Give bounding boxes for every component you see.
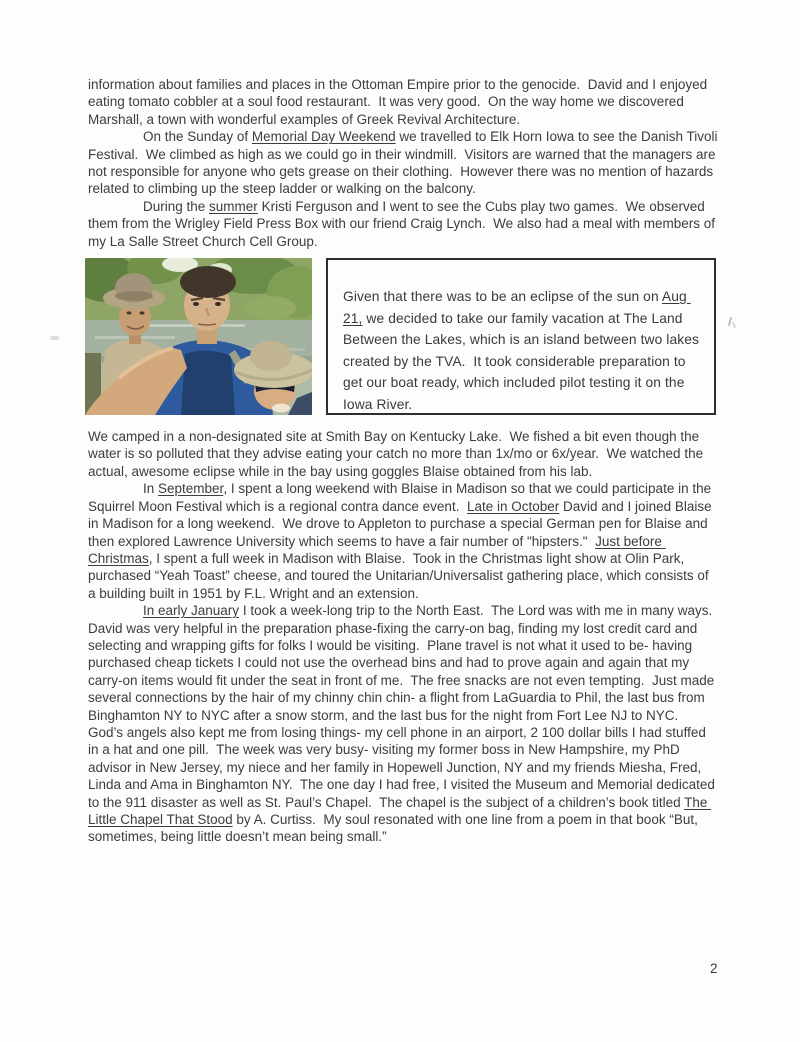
dark-hair xyxy=(180,266,236,298)
figure-row xyxy=(85,258,719,415)
paragraph-ottoman-continuation: information about families and places in the Ottoman Empire prior to the genocide. David and I enjoyed eating tomato cobbler at a soul food restaurant. It was very good. On the way home we discovered Marshall, a town with wonderful examples of Greek Revival Architecture. xyxy=(88,77,711,127)
eclipse-callout-text: Given that there was to be an eclipse of the sun on Aug 21, we decided to take our family vacation at The Land Between the Lakes, which is an island between two lakes created by the TVA. It took considerable preparation to get our boat ready, which included pilot testing it on the Iowa River. xyxy=(343,289,703,413)
eclipse-callout-box xyxy=(326,258,716,415)
paragraph-september-madison: In September, I spent a long weekend with Blaise in Madison so that we could participate in the Squirrel Moon Festival which is a regional contra dance event. Late in October David and I joined Blaise in Madison for a long weekend. We drove to Appleton to purchase a special German pen for Blaise and then explored Lawrence University which seems to have a fair number of "hipsters." Just before Christmas, I spent a full week in Madison with Blaise. Took in the Christmas light show at Olin Park, purchased “Yeah Toast” cheese, and toured the Unitarian/Universalist gathering place, which consists of a building built in 1951 by F.L. Wright and an extension. xyxy=(88,481,716,601)
paragraph-memorial-day: On the Sunday of Memorial Day Weekend we travelled to Elk Horn Iowa to see the Danish Tivoli Festival. We climbed as high as we could go in their windmill. Visitors are warned that the managers are not responsible for anyone who gets grease on their clothing. However there was no mention of hazards related to climbing up the steep ladder or walking on the balcony. xyxy=(88,129,722,197)
paragraph-summer-cubs: During the summer Kristi Ferguson and I went to see the Cubs play two games. We observed them from the Wrigley Field Press Box with our friend Craig Lynch. We also had a meal with members of my La Salle Street Church Cell Group. xyxy=(88,198,719,249)
page-number: 2 xyxy=(710,961,718,976)
scan-artifact-mark xyxy=(732,322,736,328)
smile xyxy=(272,404,290,413)
scan-artifact-mark xyxy=(50,336,59,340)
letter-body xyxy=(88,76,722,846)
paragraph-january-trip: In early January I took a week-long trip to the North East. The Lord was with me in many ways. David was very helpful in the preparation phase-fixing the carry-on bag, finding my lost credit card and selecting and wrapping gifts for folks I would be visiting. Plane travel is not what it used to be- having purchased cheap tickets I could not use the overhead bins and had to prove again and again that my carry-on items would fit under the seat in front of me. The free snacks are not even tempting. Just made several connections by the hair of my chinny chin chin- a flight from LaGuardia to Phil, the last bus from Binghamton NY to NYC after a snow storm, and the last bus for the night from Fort Lee NJ to NYC. God’s angels also kept me from losing things- my cell phone in an airport, 2 100 dollar bills I had stuffed in a hat and one pill. The week was very busy- visiting my former boss in New Hampshire, my PhD advisor in New Jersey, my niece and her family in Hopewell Junction, NY and my friends Miesha, Fred, Linda and Ama in Binghamton NY. The one day I had free, I visited the Museum and Memorial dedicated to the 911 disaster as well as St. Paul’s Chapel. The chapel is the subject of a children’s book titled The Little Chapel That Stood by A. Curtiss. My soul resonated with one line from a poem in that book “But, sometimes, being little doesn’t mean being small.” xyxy=(88,603,720,845)
family-selfie-photo xyxy=(85,258,312,415)
paragraph-kentucky-lake: We camped in a non-designated site at Smith Bay on Kentucky Lake. We fished a bit even though the water is so polluted that they advise eating your catch no more than 1x/mo or 6x/year. We watched the actual, awesome eclipse while in the bay using goggles Blaise obtained from his lab. xyxy=(88,429,707,479)
